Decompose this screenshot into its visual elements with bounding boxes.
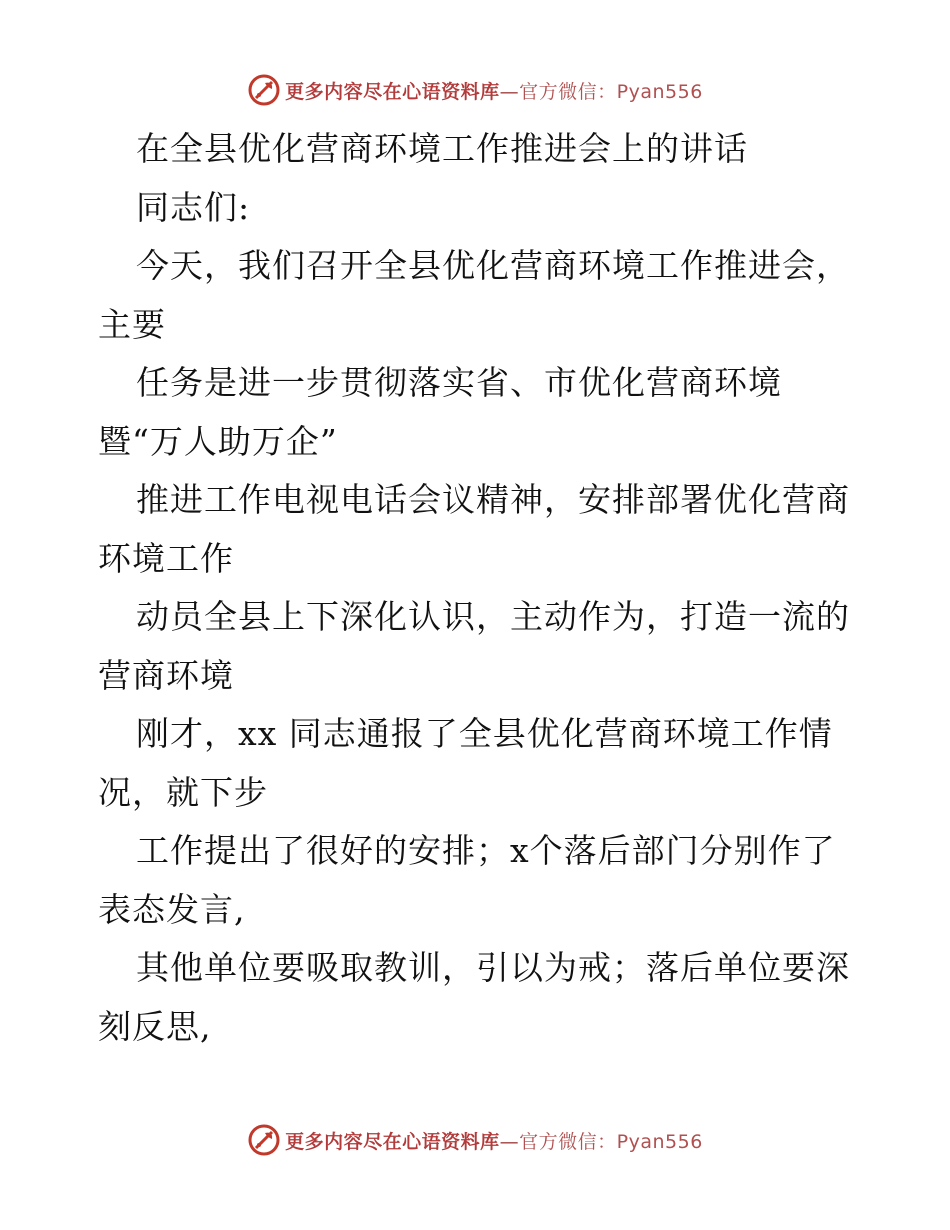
text-line: 刻反思, bbox=[98, 1006, 212, 1046]
feather-logo-icon bbox=[247, 73, 281, 107]
header-watermark bbox=[0, 70, 950, 110]
text-line: 推进工作电视电话会议精神，安排部署优化营商 bbox=[136, 480, 850, 519]
footer-watermark bbox=[0, 1120, 950, 1160]
text-line: 任务是进一步贯彻落实省、市优化营商环境 bbox=[136, 363, 782, 402]
text-line: 动员全县上下深化认识，主动作为，打造一流的 bbox=[136, 597, 850, 636]
text-line: 刚才，xx 同志通报了全县优化营商环境工作情 bbox=[136, 714, 833, 753]
text-line: 况，就下步 bbox=[98, 772, 268, 812]
text-line: 其他单位要吸取教训，引以为戒；落后单位要深 bbox=[136, 948, 850, 987]
feather-logo-icon bbox=[247, 1123, 281, 1157]
document-title: 在全县优化营商环境工作推进会上的讲话 bbox=[136, 129, 748, 168]
text-line: 营商环境 bbox=[98, 655, 234, 695]
document-body bbox=[98, 120, 858, 1056]
text-line: 暨“万人助万企” bbox=[98, 421, 338, 461]
text-line: 环境工作 bbox=[98, 538, 234, 578]
text-line: 今天，我们召开全县优化营商环境工作推进会， bbox=[136, 246, 850, 285]
salutation: 同志们: bbox=[136, 187, 251, 227]
watermark-text: 更多内容尽在心语资料库—官方微信：Pyan556 bbox=[285, 80, 703, 103]
watermark-text: 更多内容尽在心语资料库—官方微信：Pyan556 bbox=[285, 1130, 703, 1153]
text-line: 主要 bbox=[98, 304, 166, 344]
text-line: 表态发言, bbox=[98, 889, 246, 929]
text-line: 工作提出了很好的安排；x个落后部门分别作了 bbox=[136, 831, 836, 870]
